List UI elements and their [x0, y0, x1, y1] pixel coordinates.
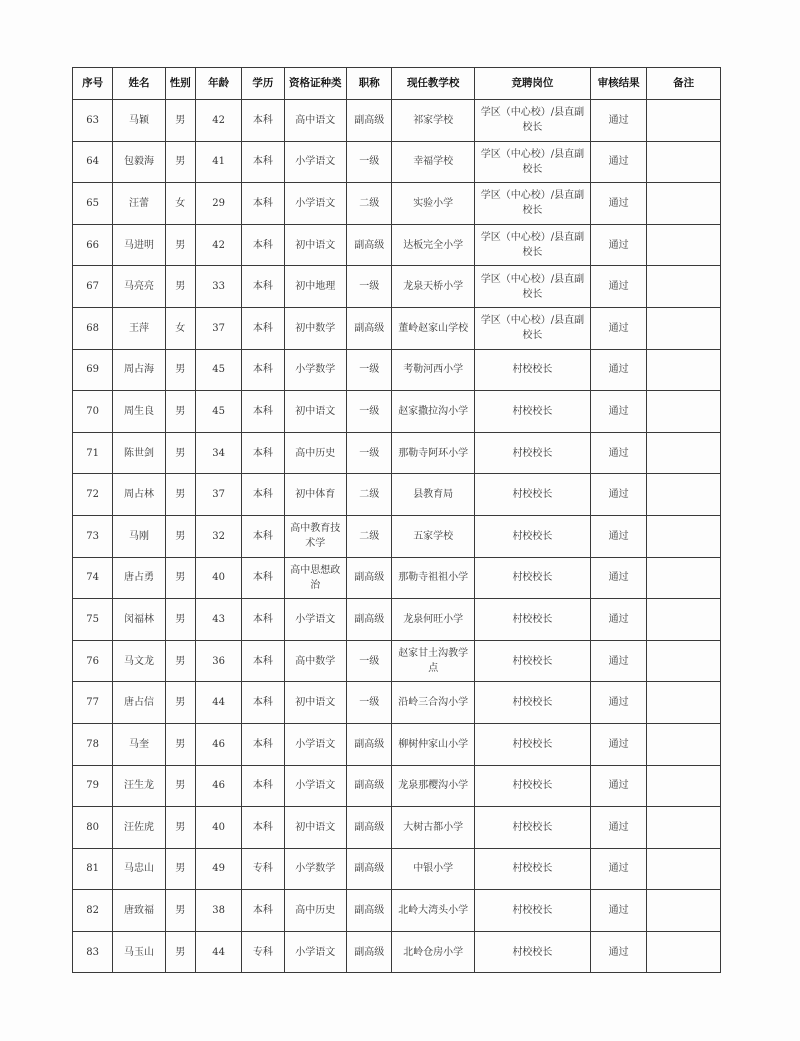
table-row: [73, 599, 721, 641]
cell-index: 63: [73, 100, 113, 142]
table-body: [73, 100, 721, 973]
table-row: [73, 807, 721, 849]
cell-index: 81: [73, 848, 113, 890]
cell-school: 五家学校: [392, 515, 475, 557]
cell-index: 75: [73, 599, 113, 641]
cell-education: 本科: [242, 266, 284, 308]
cell-position: 学区（中心校）/县直副校长: [475, 100, 591, 142]
cell-title: 副高级: [347, 723, 392, 765]
cell-certificate: 初中语文: [284, 224, 346, 266]
cell-title: 副高级: [347, 848, 392, 890]
cell-remarks: [647, 640, 721, 682]
cell-position: 村校校长: [475, 391, 591, 433]
cell-name: 包毅海: [113, 141, 165, 183]
cell-school: 北岭仓房小学: [392, 931, 475, 973]
cell-remarks: [647, 100, 721, 142]
cell-title: 二级: [347, 183, 392, 225]
cell-title: 二级: [347, 515, 392, 557]
cell-school: 龙泉那樱沟小学: [392, 765, 475, 807]
cell-education: 本科: [242, 640, 284, 682]
cell-result: 通过: [590, 474, 646, 516]
cell-position: 学区（中心校）/县直副校长: [475, 307, 591, 349]
cell-education: 本科: [242, 474, 284, 516]
cell-remarks: [647, 765, 721, 807]
cell-education: 本科: [242, 599, 284, 641]
cell-name: 马文龙: [113, 640, 165, 682]
table-row: [73, 391, 721, 433]
cell-name: 汪生龙: [113, 765, 165, 807]
cell-gender: 男: [165, 141, 195, 183]
cell-name: 王萍: [113, 307, 165, 349]
cell-education: 本科: [242, 807, 284, 849]
cell-education: 本科: [242, 100, 284, 142]
header-result: 审核结果: [590, 68, 646, 100]
cell-result: 通过: [590, 100, 646, 142]
cell-result: 通过: [590, 515, 646, 557]
cell-school: 县教育局: [392, 474, 475, 516]
cell-position: 学区（中心校）/县直副校长: [475, 141, 591, 183]
cell-age: 42: [195, 224, 241, 266]
cell-age: 44: [195, 682, 241, 724]
cell-age: 34: [195, 432, 241, 474]
cell-result: 通过: [590, 266, 646, 308]
cell-index: 77: [73, 682, 113, 724]
cell-school: 赵家甘土沟教学点: [392, 640, 475, 682]
cell-name: 汪佐虎: [113, 807, 165, 849]
table-row: [73, 307, 721, 349]
cell-index: 66: [73, 224, 113, 266]
cell-position: 村校校长: [475, 349, 591, 391]
cell-result: 通过: [590, 765, 646, 807]
cell-school: 龙泉何旺小学: [392, 599, 475, 641]
cell-gender: 男: [165, 474, 195, 516]
cell-certificate: 高中思想政治: [284, 557, 346, 599]
cell-index: 79: [73, 765, 113, 807]
cell-name: 马忠山: [113, 848, 165, 890]
cell-certificate: 高中数学: [284, 640, 346, 682]
cell-result: 通过: [590, 848, 646, 890]
table-row: [73, 183, 721, 225]
cell-age: 40: [195, 557, 241, 599]
cell-remarks: [647, 557, 721, 599]
cell-position: 村校校长: [475, 432, 591, 474]
cell-result: 通过: [590, 890, 646, 932]
cell-school: 大树古都小学: [392, 807, 475, 849]
cell-gender: 男: [165, 807, 195, 849]
cell-name: 马奎: [113, 723, 165, 765]
cell-index: 71: [73, 432, 113, 474]
cell-result: 通过: [590, 141, 646, 183]
table-row: [73, 474, 721, 516]
cell-age: 38: [195, 890, 241, 932]
cell-position: 村校校长: [475, 557, 591, 599]
cell-name: 马颖: [113, 100, 165, 142]
cell-school: 中银小学: [392, 848, 475, 890]
cell-school: 柳树仲家山小学: [392, 723, 475, 765]
cell-certificate: 初中体育: [284, 474, 346, 516]
cell-index: 80: [73, 807, 113, 849]
cell-certificate: 小学数学: [284, 848, 346, 890]
cell-title: 副高级: [347, 557, 392, 599]
table-row: [73, 890, 721, 932]
header-index: 序号: [73, 68, 113, 100]
cell-index: 76: [73, 640, 113, 682]
cell-name: 马进明: [113, 224, 165, 266]
cell-education: 本科: [242, 557, 284, 599]
header-age: 年龄: [195, 68, 241, 100]
cell-result: 通过: [590, 349, 646, 391]
cell-result: 通过: [590, 931, 646, 973]
cell-school: 祁家学校: [392, 100, 475, 142]
cell-result: 通过: [590, 183, 646, 225]
cell-position: 村校校长: [475, 682, 591, 724]
cell-gender: 男: [165, 349, 195, 391]
cell-result: 通过: [590, 307, 646, 349]
cell-education: 本科: [242, 432, 284, 474]
cell-name: 马玉山: [113, 931, 165, 973]
cell-education: 本科: [242, 349, 284, 391]
cell-age: 32: [195, 515, 241, 557]
cell-age: 40: [195, 807, 241, 849]
header-remarks: 备注: [647, 68, 721, 100]
cell-name: 汪蕾: [113, 183, 165, 225]
cell-education: 本科: [242, 141, 284, 183]
cell-certificate: 小学数学: [284, 349, 346, 391]
cell-position: 村校校长: [475, 807, 591, 849]
cell-name: 闵福林: [113, 599, 165, 641]
cell-title: 副高级: [347, 765, 392, 807]
cell-title: 副高级: [347, 599, 392, 641]
cell-title: 一级: [347, 432, 392, 474]
cell-position: 村校校长: [475, 723, 591, 765]
cell-position: 村校校长: [475, 599, 591, 641]
cell-gender: 男: [165, 723, 195, 765]
cell-result: 通过: [590, 557, 646, 599]
cell-age: 36: [195, 640, 241, 682]
cell-certificate: 初中语文: [284, 807, 346, 849]
header-certificate: 资格证种类: [284, 68, 346, 100]
cell-index: 83: [73, 931, 113, 973]
cell-school: 北岭大湾头小学: [392, 890, 475, 932]
cell-index: 70: [73, 391, 113, 433]
cell-result: 通过: [590, 224, 646, 266]
cell-gender: 男: [165, 266, 195, 308]
cell-index: 65: [73, 183, 113, 225]
cell-certificate: 初中语文: [284, 391, 346, 433]
cell-education: 本科: [242, 723, 284, 765]
cell-remarks: [647, 723, 721, 765]
cell-education: 本科: [242, 682, 284, 724]
cell-name: 陈世剑: [113, 432, 165, 474]
header-title: 职称: [347, 68, 392, 100]
cell-name: 马亮亮: [113, 266, 165, 308]
cell-gender: 男: [165, 848, 195, 890]
cell-title: 一级: [347, 640, 392, 682]
candidate-review-table: [72, 67, 721, 973]
cell-name: 周占林: [113, 474, 165, 516]
cell-remarks: [647, 807, 721, 849]
cell-index: 69: [73, 349, 113, 391]
table-row: [73, 349, 721, 391]
cell-certificate: 初中地理: [284, 266, 346, 308]
cell-school: 沿岭三合沟小学: [392, 682, 475, 724]
cell-education: 本科: [242, 515, 284, 557]
cell-school: 考勒河西小学: [392, 349, 475, 391]
cell-result: 通过: [590, 723, 646, 765]
cell-certificate: 小学语文: [284, 141, 346, 183]
cell-result: 通过: [590, 682, 646, 724]
cell-index: 74: [73, 557, 113, 599]
cell-remarks: [647, 599, 721, 641]
cell-education: 本科: [242, 307, 284, 349]
header-gender: 性别: [165, 68, 195, 100]
cell-position: 村校校长: [475, 640, 591, 682]
cell-gender: 男: [165, 931, 195, 973]
cell-result: 通过: [590, 391, 646, 433]
cell-age: 43: [195, 599, 241, 641]
cell-education: 本科: [242, 391, 284, 433]
cell-certificate: 高中历史: [284, 432, 346, 474]
cell-remarks: [647, 349, 721, 391]
cell-education: 本科: [242, 224, 284, 266]
cell-position: 村校校长: [475, 474, 591, 516]
cell-name: 周占海: [113, 349, 165, 391]
cell-certificate: 高中历史: [284, 890, 346, 932]
cell-age: 45: [195, 391, 241, 433]
table-row: [73, 266, 721, 308]
cell-position: 村校校长: [475, 848, 591, 890]
table-row: [73, 682, 721, 724]
cell-name: 唐占勇: [113, 557, 165, 599]
cell-position: 学区（中心校）/县直副校长: [475, 224, 591, 266]
cell-certificate: 高中教育技术学: [284, 515, 346, 557]
cell-certificate: 高中语文: [284, 100, 346, 142]
table-row: [73, 141, 721, 183]
cell-age: 33: [195, 266, 241, 308]
cell-certificate: 小学语文: [284, 765, 346, 807]
cell-index: 78: [73, 723, 113, 765]
cell-index: 73: [73, 515, 113, 557]
cell-age: 37: [195, 474, 241, 516]
cell-index: 72: [73, 474, 113, 516]
table-row: [73, 557, 721, 599]
cell-certificate: 小学语文: [284, 599, 346, 641]
cell-education: 专科: [242, 848, 284, 890]
cell-education: 本科: [242, 183, 284, 225]
cell-position: 村校校长: [475, 890, 591, 932]
cell-age: 42: [195, 100, 241, 142]
cell-school: 达板完全小学: [392, 224, 475, 266]
cell-certificate: 小学语文: [284, 723, 346, 765]
cell-remarks: [647, 848, 721, 890]
cell-result: 通过: [590, 807, 646, 849]
cell-title: 副高级: [347, 890, 392, 932]
table-row: [73, 224, 721, 266]
cell-gender: 男: [165, 100, 195, 142]
cell-name: 唐致福: [113, 890, 165, 932]
cell-education: 专科: [242, 931, 284, 973]
cell-age: 44: [195, 931, 241, 973]
cell-remarks: [647, 141, 721, 183]
cell-school: 幸福学校: [392, 141, 475, 183]
cell-index: 68: [73, 307, 113, 349]
cell-remarks: [647, 682, 721, 724]
cell-remarks: [647, 266, 721, 308]
table-row: [73, 723, 721, 765]
cell-gender: 男: [165, 391, 195, 433]
cell-position: 学区（中心校）/县直副校长: [475, 266, 591, 308]
cell-certificate: 小学语文: [284, 931, 346, 973]
cell-result: 通过: [590, 599, 646, 641]
cell-result: 通过: [590, 640, 646, 682]
header-school: 现任教学校: [392, 68, 475, 100]
cell-age: 45: [195, 349, 241, 391]
cell-title: 副高级: [347, 931, 392, 973]
cell-education: 本科: [242, 765, 284, 807]
cell-remarks: [647, 183, 721, 225]
table-row: [73, 515, 721, 557]
cell-remarks: [647, 931, 721, 973]
cell-school: 龙泉天桥小学: [392, 266, 475, 308]
table-row: [73, 100, 721, 142]
cell-index: 64: [73, 141, 113, 183]
cell-position: 村校校长: [475, 515, 591, 557]
cell-school: 那勒寺祖祖小学: [392, 557, 475, 599]
cell-title: 一级: [347, 349, 392, 391]
cell-certificate: 初中语文: [284, 682, 346, 724]
cell-title: 副高级: [347, 807, 392, 849]
cell-remarks: [647, 474, 721, 516]
cell-age: 37: [195, 307, 241, 349]
cell-remarks: [647, 307, 721, 349]
table-row: [73, 848, 721, 890]
cell-gender: 男: [165, 224, 195, 266]
cell-remarks: [647, 391, 721, 433]
table-row: [73, 765, 721, 807]
cell-gender: 女: [165, 307, 195, 349]
cell-age: 29: [195, 183, 241, 225]
header-name: 姓名: [113, 68, 165, 100]
cell-gender: 男: [165, 599, 195, 641]
header-education: 学历: [242, 68, 284, 100]
cell-title: 副高级: [347, 307, 392, 349]
cell-gender: 女: [165, 183, 195, 225]
table-row: [73, 931, 721, 973]
cell-education: 本科: [242, 890, 284, 932]
cell-age: 49: [195, 848, 241, 890]
cell-title: 一级: [347, 391, 392, 433]
cell-age: 46: [195, 723, 241, 765]
cell-title: 一级: [347, 266, 392, 308]
cell-title: 一级: [347, 141, 392, 183]
cell-position: 村校校长: [475, 765, 591, 807]
table-header-row: [73, 68, 721, 100]
cell-age: 46: [195, 765, 241, 807]
cell-certificate: 小学语文: [284, 183, 346, 225]
cell-gender: 男: [165, 557, 195, 599]
cell-remarks: [647, 432, 721, 474]
cell-index: 82: [73, 890, 113, 932]
cell-gender: 男: [165, 682, 195, 724]
cell-position: 学区（中心校）/县直副校长: [475, 183, 591, 225]
cell-title: 副高级: [347, 100, 392, 142]
table-row: [73, 640, 721, 682]
cell-age: 41: [195, 141, 241, 183]
cell-school: 董岭赵家山学校: [392, 307, 475, 349]
cell-title: 一级: [347, 682, 392, 724]
cell-gender: 男: [165, 515, 195, 557]
cell-gender: 男: [165, 765, 195, 807]
cell-remarks: [647, 515, 721, 557]
cell-school: 那勒寺阿环小学: [392, 432, 475, 474]
cell-name: 周生良: [113, 391, 165, 433]
cell-certificate: 初中数学: [284, 307, 346, 349]
cell-index: 67: [73, 266, 113, 308]
cell-result: 通过: [590, 432, 646, 474]
cell-school: 实验小学: [392, 183, 475, 225]
cell-remarks: [647, 890, 721, 932]
header-position: 竞聘岗位: [475, 68, 591, 100]
cell-name: 马刚: [113, 515, 165, 557]
cell-remarks: [647, 224, 721, 266]
cell-school: 赵家撒拉沟小学: [392, 391, 475, 433]
cell-gender: 男: [165, 890, 195, 932]
cell-position: 村校校长: [475, 931, 591, 973]
cell-gender: 男: [165, 432, 195, 474]
cell-gender: 男: [165, 640, 195, 682]
cell-name: 唐占信: [113, 682, 165, 724]
cell-title: 副高级: [347, 224, 392, 266]
table-row: [73, 432, 721, 474]
cell-title: 二级: [347, 474, 392, 516]
